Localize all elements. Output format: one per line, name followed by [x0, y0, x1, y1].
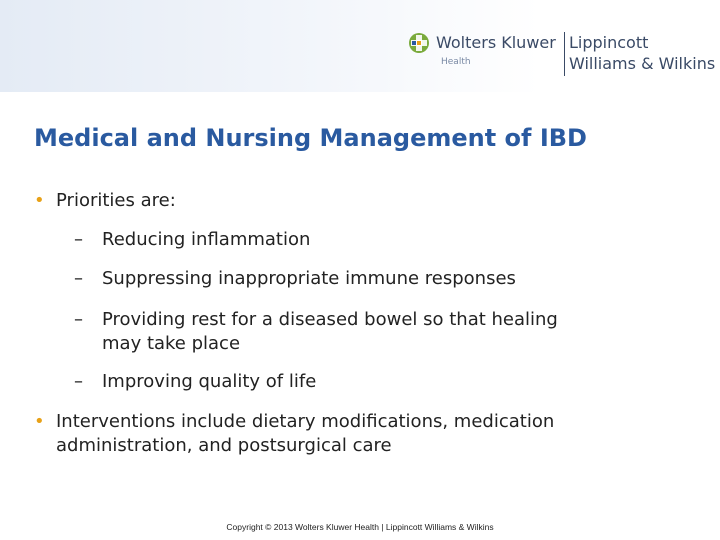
- copyright-footer: Copyright © 2013 Wolters Kluwer Health | Lippincott Williams & Wilkins: [226, 522, 494, 532]
- bullet-icon: •: [34, 190, 45, 211]
- dash-icon: –: [74, 309, 83, 330]
- slide-title: Medical and Nursing Management of IBD: [34, 124, 587, 152]
- sub-bullet-3-line-1: Providing rest for a diseased bowel so that healing: [102, 309, 558, 330]
- partner-line-2: Williams & Wilkins: [569, 54, 716, 73]
- bullet-1-text: Priorities are:: [56, 190, 176, 211]
- wolters-kluwer-logo-icon: [408, 32, 430, 54]
- dash-icon: –: [74, 229, 83, 250]
- sub-bullet-4: Improving quality of life: [102, 371, 317, 392]
- publisher-logo: [408, 30, 718, 80]
- partner-line-1: Lippincott: [569, 33, 649, 52]
- sub-bullet-1: Reducing inflammation: [102, 229, 311, 250]
- dash-icon: –: [74, 268, 83, 289]
- bullet-2-line-2: administration, and postsurgical care: [56, 435, 392, 456]
- brand-name: Wolters Kluwer: [436, 33, 556, 52]
- brand-sub: Health: [441, 57, 471, 67]
- sub-bullet-3-line-2: may take place: [102, 333, 241, 354]
- bullet-2-line-1: Interventions include dietary modifications, medication: [56, 411, 555, 432]
- bullet-icon: •: [34, 411, 45, 432]
- sub-bullet-2: Suppressing inappropriate immune responses: [102, 268, 516, 289]
- logo-divider: [564, 32, 565, 76]
- dash-icon: –: [74, 371, 83, 392]
